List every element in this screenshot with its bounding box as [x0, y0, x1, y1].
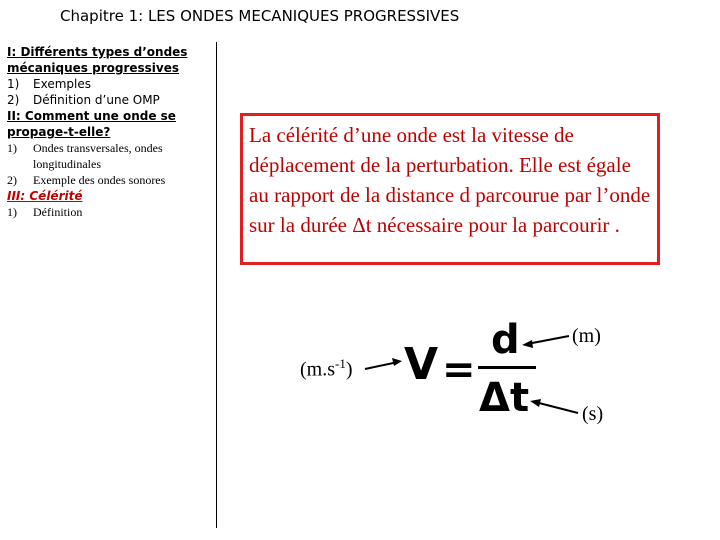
time-arrow	[535, 402, 578, 413]
outline-item-label: Exemple des ondes sonores	[33, 173, 166, 187]
time-unit: (s)	[582, 403, 604, 425]
outline-item-number: 2)	[7, 173, 17, 187]
outline-item-label: Définition	[33, 205, 83, 219]
course-outline	[7, 44, 207, 220]
velocity-unit-base: (m.s	[300, 358, 335, 381]
outline-item	[7, 172, 207, 188]
formula-equals-sign: =	[442, 347, 476, 393]
outline-item	[7, 92, 207, 108]
outline-item-number: 2)	[7, 93, 20, 107]
outline-section-2: II: Comment une onde se propage-t-elle?	[7, 109, 176, 139]
distance-arrow	[527, 336, 569, 344]
outline-item	[7, 204, 207, 220]
distance-unit: (m)	[572, 325, 601, 347]
outline-item-number: 1)	[7, 77, 20, 91]
formula-numerator: d	[491, 317, 520, 363]
velocity-unit	[300, 356, 353, 382]
time-arrowhead	[530, 399, 541, 407]
vertical-divider	[216, 42, 217, 528]
outline-item-label: Définition d’une OMP	[33, 93, 160, 107]
outline-item-label: Ondes transversales, ondes	[33, 141, 163, 155]
formula-velocity-symbol: V	[404, 339, 439, 390]
page-title: Chapitre 1: LES ONDES MECANIQUES PROGRESSIVES	[60, 7, 460, 25]
outline-item-continuation: longitudinales	[33, 157, 101, 171]
velocity-unit-end: )	[345, 358, 353, 381]
outline-item	[7, 140, 207, 156]
outline-item	[7, 76, 207, 92]
outline-item-label: Exemples	[33, 77, 91, 91]
fraction-bar	[478, 366, 536, 369]
outline-item-number: 1)	[7, 205, 17, 219]
velocity-arrow	[365, 362, 398, 369]
definition-text: La célérité d’une onde est la vitesse de déplacement de la perturbation. Elle est égale au rapport de la distance d parcourue par l’onde sur la durée Δt nécessaire pour la parcourir .	[249, 123, 651, 237]
outline-section-3: III: Célérité	[7, 189, 83, 203]
distance-arrowhead	[522, 340, 533, 348]
velocity-unit-exponent: -1	[335, 356, 346, 371]
velocity-arrowhead	[392, 358, 402, 366]
definition-box	[240, 113, 660, 265]
outline-item-number: 1)	[7, 141, 17, 155]
outline-section-1: I: Différents types d’ondes mécaniques progressives	[7, 45, 188, 75]
formula-denominator: Δt	[479, 375, 530, 421]
